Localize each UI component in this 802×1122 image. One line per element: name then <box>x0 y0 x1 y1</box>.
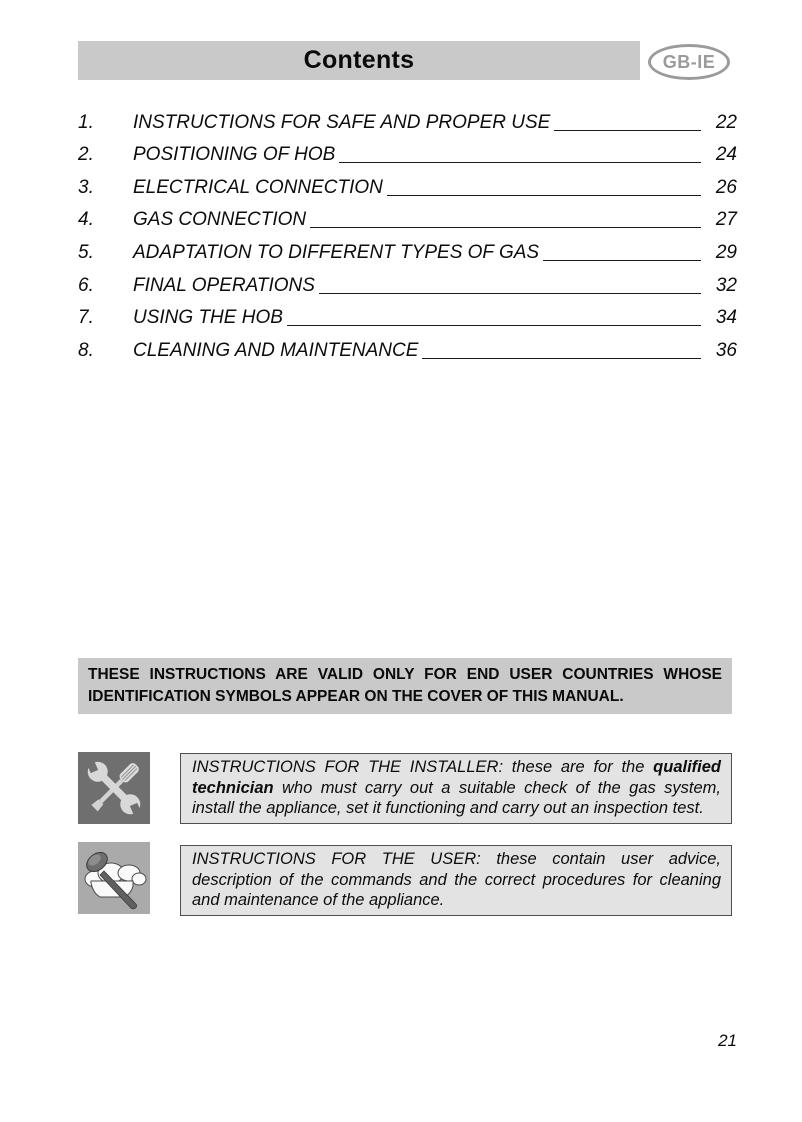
toc-entry-number: 4. <box>78 209 94 231</box>
toc-entry-number: 8. <box>78 339 94 361</box>
toc-leader-line <box>422 358 701 359</box>
page-number: 21 <box>718 1031 737 1050</box>
toc-entry-title: GAS CONNECTION <box>133 209 307 231</box>
toc-entry-page: 27 <box>715 209 737 231</box>
installer-text: install the appliance, set it functioning and carry out an inspection test. <box>192 799 704 817</box>
toc-entry-title: ADAPTATION TO DIFFERENT TYPES OF GAS <box>133 241 540 263</box>
toc-entry <box>78 134 737 167</box>
toc-entry <box>78 199 737 232</box>
user-text-line: and maintenance of the appliance. <box>192 891 445 909</box>
toc-entry <box>78 329 737 362</box>
installer-text-line <box>192 778 721 799</box>
language-region-badge: GB-IE <box>648 44 730 80</box>
user-text-line: description of the commands and the correct procedures for cleaning <box>192 870 721 889</box>
toc-entry-page: 34 <box>715 307 737 329</box>
toc-leader-line <box>310 227 701 228</box>
toc-entry-title: USING THE HOB <box>133 307 283 329</box>
toc-entry <box>78 101 737 134</box>
toc-entry <box>78 231 737 264</box>
page-title: Contents <box>303 46 415 74</box>
toc-entry-page: 24 <box>715 144 737 166</box>
toc-entry-title: CLEANING AND MAINTENANCE <box>133 339 419 361</box>
toc-entry-page: 36 <box>715 339 737 361</box>
toc-entry-number: 2. <box>78 144 94 166</box>
toc-entry-page: 26 <box>715 176 737 198</box>
toc-entry-page: 32 <box>715 274 737 296</box>
toc-entry <box>78 264 737 297</box>
validity-notice-box <box>78 658 732 714</box>
toc-leader-line <box>319 293 701 294</box>
installer-text-bold: qualified <box>653 758 721 776</box>
toc-entry-title: POSITIONING OF HOB <box>133 144 336 166</box>
installer-text-line <box>192 757 721 778</box>
toc-entry-number: 5. <box>78 241 94 263</box>
toc-entry-number: 7. <box>78 307 94 329</box>
toc-leader-line <box>287 325 701 326</box>
user-instructions-box <box>180 845 732 916</box>
toc-leader-line <box>554 130 701 131</box>
notice-line: IDENTIFICATION SYMBOLS APPEAR ON THE COVER OF THIS MANUAL. <box>88 687 624 705</box>
installer-text-line <box>192 798 721 819</box>
toc-entry <box>78 166 737 199</box>
toc-entry-title: INSTRUCTIONS FOR SAFE AND PROPER USE <box>133 111 551 133</box>
toc-leader-line <box>543 260 701 261</box>
notice-line: THESE INSTRUCTIONS ARE VALID ONLY FOR END USER COUNTRIES WHOSE <box>88 666 722 683</box>
table-of-contents <box>78 101 737 362</box>
toc-entry-page: 22 <box>715 111 737 133</box>
toc-entry-number: 6. <box>78 274 94 296</box>
user-text-line: INSTRUCTIONS FOR THE USER: these contain user advice, <box>192 850 721 868</box>
toc-entry-number: 1. <box>78 111 94 133</box>
toc-leader-line <box>387 195 701 196</box>
installer-text: who must carry out a suitable check of the gas system, <box>282 778 721 797</box>
toc-leader-line <box>339 162 701 163</box>
header-bar <box>78 41 640 80</box>
installer-text-bold: technician <box>192 778 274 797</box>
tools-icon <box>78 752 150 824</box>
toc-entry-title: ELECTRICAL CONNECTION <box>133 176 383 198</box>
toc-entry <box>78 297 737 330</box>
toc-entry-number: 3. <box>78 176 94 198</box>
chef-hat-spoon-icon <box>78 842 150 914</box>
installer-text: INSTRUCTIONS FOR THE INSTALLER: these are for the <box>192 758 645 776</box>
installer-instructions-box <box>180 753 732 824</box>
toc-entry-title: FINAL OPERATIONS <box>133 274 315 296</box>
toc-entry-page: 29 <box>715 241 737 263</box>
